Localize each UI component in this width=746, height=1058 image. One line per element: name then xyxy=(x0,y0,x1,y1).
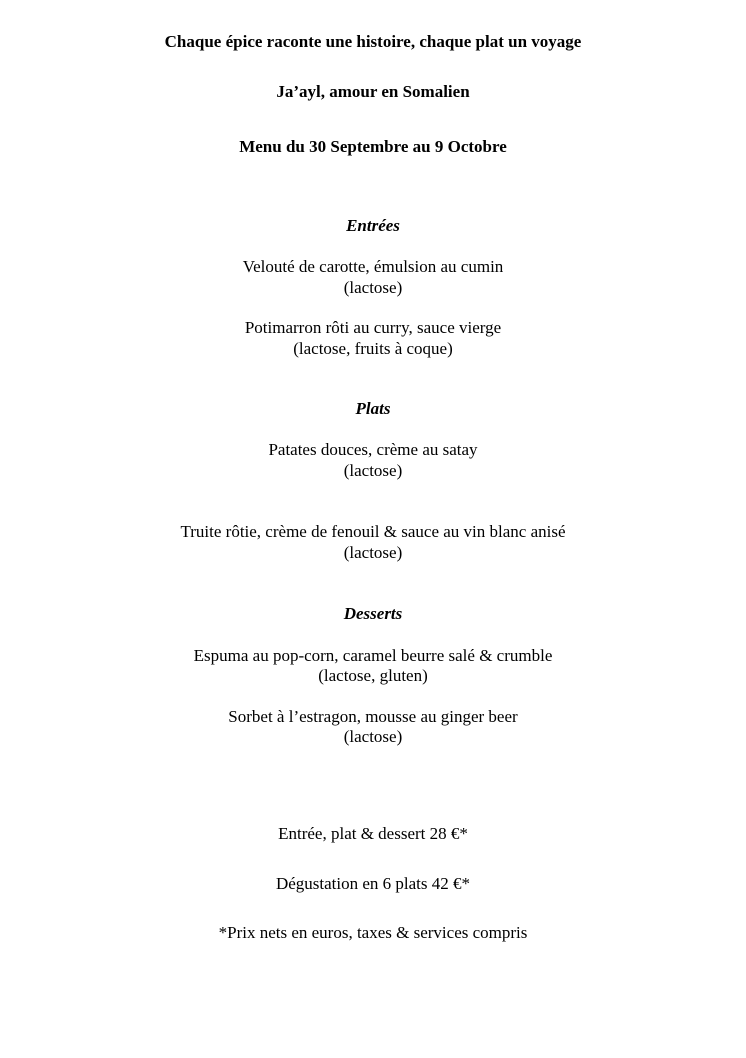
dessert-item-allergens: (lactose) xyxy=(343,727,403,746)
dessert-item-name: Sorbet à l’estragon, mousse au ginger beer xyxy=(228,707,518,726)
plat-item-name: Truite rôtie, crème de fenouil & sauce au vin blanc anisé xyxy=(180,522,566,541)
entree-item-allergens: (lactose, fruits à coque) xyxy=(293,339,453,358)
price-note: *Prix nets en euros, taxes & services compris xyxy=(218,923,528,942)
price-tasting: Dégustation en 6 plats 42 €* xyxy=(275,874,471,893)
menu-subtitle: Ja’ayl, amour en Somalien xyxy=(276,82,470,101)
tagline: Chaque épice raconte une histoire, chaque plat un voyage xyxy=(164,32,582,51)
section-title-plats: Plats xyxy=(355,399,391,418)
dessert-item-name: Espuma au pop-corn, caramel beurre salé & crumble xyxy=(193,646,553,665)
price-formula: Entrée, plat & dessert 28 €* xyxy=(278,824,468,843)
plat-item-allergens: (lactose) xyxy=(343,461,403,480)
entree-item-allergens: (lactose) xyxy=(343,278,403,297)
plat-item-allergens: (lactose) xyxy=(343,543,403,562)
section-title-desserts: Desserts xyxy=(343,604,403,623)
plat-item-name: Patates douces, crème au satay xyxy=(268,440,478,459)
section-title-entrees: Entrées xyxy=(346,216,400,235)
dessert-item-allergens: (lactose, gluten) xyxy=(318,666,428,685)
menu-dates: Menu du 30 Septembre au 9 Octobre xyxy=(239,137,507,156)
entree-item-name: Potimarron rôti au curry, sauce vierge xyxy=(244,318,502,337)
entree-item-name: Velouté de carotte, émulsion au cumin xyxy=(242,257,504,276)
